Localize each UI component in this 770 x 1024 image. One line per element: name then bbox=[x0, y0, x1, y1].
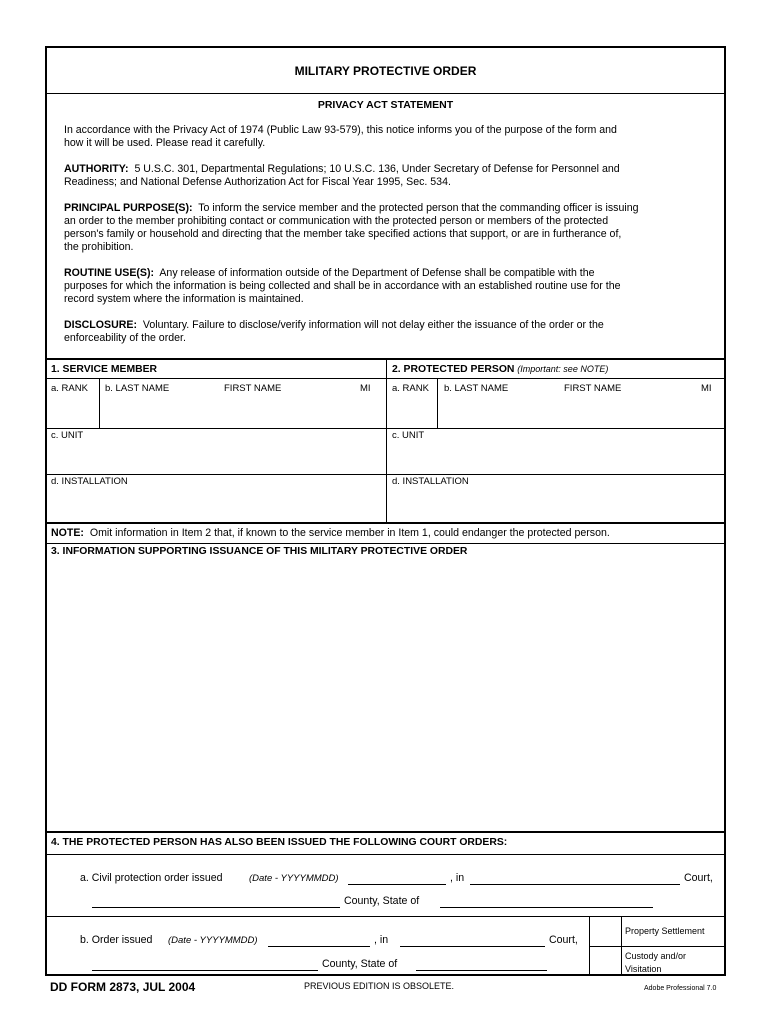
order-issued-in: , in bbox=[374, 934, 389, 946]
civil-order-county-label: County, State of bbox=[344, 895, 420, 907]
routine-text: Any release of information outside of the Department of Defense shall be compatible with the bbox=[159, 267, 595, 279]
divider bbox=[47, 522, 724, 524]
order-issued-county-input[interactable] bbox=[92, 956, 318, 970]
pp-unit-label: c. UNIT bbox=[392, 430, 425, 441]
civil-order-state-input[interactable] bbox=[440, 893, 653, 907]
section4-heading: 4. THE PROTECTED PERSON HAS ALSO BEEN ISSUED THE FOLLOWING COURT ORDERS: bbox=[51, 837, 508, 848]
purpose-paragraph bbox=[64, 202, 638, 254]
authority-text: Readiness; and National Defense Authorization Act for Fiscal Year 1995, Sec. 534. bbox=[64, 176, 451, 188]
pp-first-name-label: FIRST NAME bbox=[564, 383, 622, 394]
authority-text: 5 U.S.C. 301, Departmental Regulations; 10 U.S.C. 136, Under Secretary of Defense for Personnel and bbox=[134, 163, 620, 175]
authority-paragraph bbox=[64, 163, 620, 189]
civil-order-date-input[interactable] bbox=[348, 870, 446, 884]
pp-rank-label: a. RANK bbox=[392, 383, 429, 394]
order-issued-county-line bbox=[92, 970, 318, 971]
property-settlement-label: Property Settlement bbox=[625, 926, 705, 936]
order-issued-court-input[interactable] bbox=[400, 932, 545, 946]
software-version: Adobe Professional 7.0 bbox=[644, 985, 717, 992]
column-divider bbox=[386, 359, 387, 523]
section3-heading: 3. INFORMATION SUPPORTING ISSUANCE OF THIS MILITARY PROTECTIVE ORDER bbox=[51, 546, 468, 557]
purpose-text: an order to the member prohibiting contact or communication with the protected person or members of the protected bbox=[64, 215, 609, 227]
property-settlement-checkbox[interactable] bbox=[594, 922, 616, 942]
divider bbox=[47, 378, 724, 379]
note-label: NOTE: bbox=[51, 527, 84, 539]
civil-order-court-input[interactable] bbox=[470, 870, 680, 884]
divider bbox=[47, 543, 724, 544]
privacy-intro-line: In accordance with the Privacy Act of 1974 (Public Law 93-579), this notice informs you of the purpose of the form and bbox=[64, 124, 617, 136]
purpose-text: person's family or household and directing that the member take specified actions that support, or are in furtherance of, bbox=[64, 228, 622, 240]
checkbox-divider bbox=[589, 946, 724, 947]
pp-mi-label: MI bbox=[701, 383, 712, 394]
rank-divider bbox=[99, 379, 100, 428]
note bbox=[51, 527, 610, 540]
military-protective-order-form bbox=[45, 46, 726, 976]
disclosure-text: Voluntary. Failure to disclose/verify information will not delay either the issuance of the order or the bbox=[142, 319, 604, 331]
order-issued-label: b. Order issued bbox=[80, 934, 153, 946]
civil-order-label: a. Civil protection order issued bbox=[80, 872, 223, 884]
routine-label: ROUTINE USE(S): bbox=[64, 267, 155, 279]
civil-order-state-line bbox=[440, 907, 653, 908]
purpose-text: To inform the service member and the protected person that the commanding officer is issuing bbox=[198, 202, 639, 214]
custody-label-line: Visitation bbox=[625, 964, 662, 974]
sm-rank-input[interactable] bbox=[51, 400, 95, 422]
civil-order-court-label: Court, bbox=[684, 872, 713, 884]
privacy-heading: PRIVACY ACT STATEMENT bbox=[317, 99, 454, 111]
obsolete-notice: PREVIOUS EDITION IS OBSOLETE. bbox=[304, 981, 455, 991]
civil-order-county-input[interactable] bbox=[92, 893, 340, 907]
privacy-intro bbox=[64, 124, 617, 150]
routine-use-paragraph bbox=[64, 267, 621, 306]
order-issued-court-label: Court, bbox=[549, 934, 578, 946]
sm-installation-label: d. INSTALLATION bbox=[51, 476, 128, 487]
rank-divider bbox=[437, 379, 438, 428]
purpose-text: the prohibition. bbox=[64, 241, 134, 253]
disclosure-label: DISCLOSURE: bbox=[64, 319, 137, 331]
civil-order-date-line bbox=[348, 884, 446, 885]
divider bbox=[47, 831, 724, 833]
privacy-intro-line: how it will be used. Please read it carefully. bbox=[64, 137, 266, 149]
pp-rank-input[interactable] bbox=[392, 400, 434, 422]
disclosure-text: enforceability of the order. bbox=[64, 332, 186, 344]
sm-mi-label: MI bbox=[360, 383, 371, 394]
sm-name-input[interactable] bbox=[105, 400, 381, 422]
divider bbox=[47, 93, 724, 94]
sm-unit-label: c. UNIT bbox=[51, 430, 84, 441]
civil-order-county-line bbox=[92, 907, 340, 908]
supporting-information-textarea[interactable] bbox=[51, 563, 719, 827]
divider bbox=[47, 854, 724, 855]
order-issued-date-line bbox=[268, 946, 370, 947]
routine-text: record system where the information is maintained. bbox=[64, 293, 304, 305]
pp-last-name-label: b. LAST NAME bbox=[444, 383, 509, 394]
civil-order-in: , in bbox=[450, 872, 465, 884]
order-issued-date-input[interactable] bbox=[268, 932, 370, 946]
protected-person-heading-text: 2. PROTECTED PERSON bbox=[392, 364, 515, 375]
pp-unit-input[interactable] bbox=[392, 446, 720, 470]
service-member-heading: 1. SERVICE MEMBER bbox=[51, 364, 158, 375]
sm-unit-input[interactable] bbox=[51, 446, 381, 470]
civil-order-court-line bbox=[470, 884, 680, 885]
disclosure-paragraph bbox=[64, 319, 604, 345]
protected-person-note-ref: (Important: see NOTE) bbox=[517, 364, 609, 374]
sm-last-name-label: b. LAST NAME bbox=[105, 383, 170, 394]
authority-label: AUTHORITY: bbox=[64, 163, 129, 175]
custody-label-line: Custody and/or bbox=[625, 951, 687, 961]
civil-order-date-hint: (Date - YYYYMMDD) bbox=[249, 873, 339, 884]
sm-installation-input[interactable] bbox=[51, 492, 381, 516]
routine-text: purposes for which the information is being collected and shall be in accordance with an established routine use for the bbox=[64, 280, 621, 292]
sm-first-name-label: FIRST NAME bbox=[224, 383, 282, 394]
order-issued-date-hint: (Date - YYYYMMDD) bbox=[168, 935, 258, 946]
divider bbox=[47, 474, 724, 475]
divider bbox=[47, 916, 724, 917]
order-issued-state-line bbox=[416, 970, 547, 971]
order-issued-court-line bbox=[400, 946, 545, 947]
note-text: Omit information in Item 2 that, if known to the service member in Item 1, could endanger the protected person. bbox=[89, 527, 610, 539]
custody-visitation-checkbox[interactable] bbox=[594, 951, 616, 971]
order-issued-state-input[interactable] bbox=[416, 956, 547, 970]
protected-person-heading bbox=[392, 364, 608, 375]
purpose-label: PRINCIPAL PURPOSE(S): bbox=[64, 202, 193, 214]
custody-label bbox=[625, 950, 686, 976]
pp-installation-label: d. INSTALLATION bbox=[392, 476, 469, 487]
pp-name-input[interactable] bbox=[444, 400, 720, 422]
divider bbox=[47, 428, 724, 429]
form-title: MILITARY PROTECTIVE ORDER bbox=[294, 64, 477, 78]
form-id: DD FORM 2873, JUL 2004 bbox=[50, 980, 196, 994]
pp-installation-input[interactable] bbox=[392, 492, 720, 516]
sm-rank-label: a. RANK bbox=[51, 383, 88, 394]
order-issued-county-label: County, State of bbox=[322, 958, 398, 970]
